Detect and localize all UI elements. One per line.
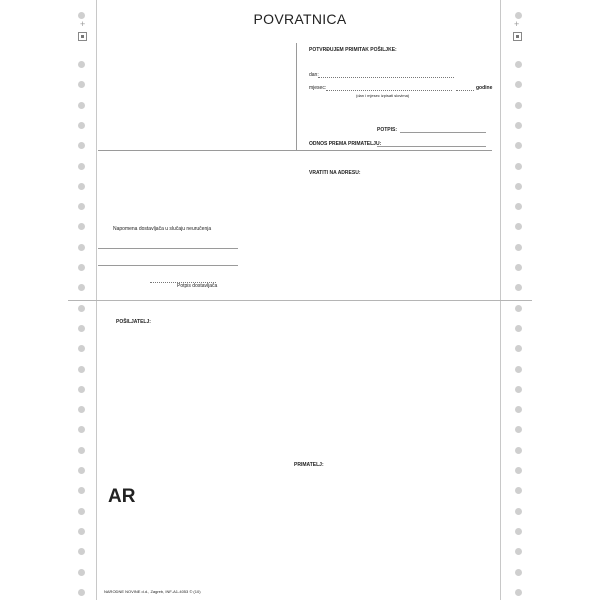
right-perforation-hole <box>515 244 522 251</box>
right-perforation-hole <box>515 264 522 271</box>
left-perforation-hole <box>78 142 85 149</box>
left-perforation-hole <box>78 548 85 555</box>
left-crosshair-icon: + <box>80 19 86 29</box>
note-line-2[interactable] <box>98 265 238 266</box>
right-perforation-hole <box>515 569 522 576</box>
left-perforation-hole <box>78 589 85 596</box>
sender-label: POŠILJATELJ: <box>116 319 151 325</box>
month-field[interactable] <box>326 90 452 91</box>
date-label: dan: <box>309 72 319 78</box>
signature-label: POTPIS: <box>377 127 398 133</box>
printer-footer: NARODNE NOVINE d.d., Zagreb, INF-A1-4053 © (10) <box>104 589 201 594</box>
right-perforation-hole <box>515 102 522 109</box>
left-perforation-hole <box>78 122 85 129</box>
left-registration-mark-icon <box>78 32 87 41</box>
left-perforation-hole <box>78 345 85 352</box>
upper-section-divider <box>98 150 492 151</box>
right-perforation-hole <box>515 528 522 535</box>
left-perforation-hole <box>78 183 85 190</box>
signature-field[interactable] <box>400 132 486 133</box>
left-perforation-hole <box>78 61 85 68</box>
return-to-label: VRATITI NA ADRESU: <box>309 170 361 176</box>
right-perforation-hole <box>515 81 522 88</box>
right-registration-mark-icon <box>513 32 522 41</box>
note-line-1[interactable] <box>98 248 238 249</box>
left-perforation-hole <box>78 508 85 515</box>
right-perforation-hole <box>515 386 522 393</box>
left-perforation-hole <box>78 163 85 170</box>
left-perforation-hole <box>78 467 85 474</box>
year-field[interactable] <box>456 90 474 91</box>
right-perforation-hole <box>515 366 522 373</box>
right-perforation-hole <box>515 447 522 454</box>
relation-field[interactable] <box>377 146 486 147</box>
left-perforation-hole <box>78 487 85 494</box>
left-perforation-hole <box>78 386 85 393</box>
left-perforation-hole <box>78 325 85 332</box>
right-perforation-hole <box>515 183 522 190</box>
left-perforation-hole <box>78 264 85 271</box>
relation-label: ODNOS PREMA PRIMATELJU: <box>309 141 382 147</box>
left-perforation-hole <box>78 366 85 373</box>
ar-mark: AR <box>108 486 136 507</box>
date-field[interactable] <box>318 77 454 78</box>
right-perforation-hole <box>515 284 522 291</box>
fold-line <box>68 300 532 301</box>
right-perforation-hole <box>515 122 522 129</box>
receipt-box-left-border <box>296 43 297 150</box>
right-perforation-hole <box>515 345 522 352</box>
right-perforation-hole <box>515 305 522 312</box>
month-label: mjesec: <box>309 85 327 91</box>
right-perforation-hole <box>515 203 522 210</box>
right-perforation-hole <box>515 163 522 170</box>
right-crosshair-icon: + <box>514 19 520 29</box>
left-perforation-hole <box>78 203 85 210</box>
right-perforation-hole <box>515 142 522 149</box>
left-perforation-hole <box>78 305 85 312</box>
right-perforation-hole <box>515 508 522 515</box>
left-perforation-hole <box>78 102 85 109</box>
left-perforation-hole <box>78 447 85 454</box>
left-perforation-hole <box>78 426 85 433</box>
right-perforation-hole <box>515 426 522 433</box>
left-perforation-hole <box>78 528 85 535</box>
right-perforation-hole <box>515 467 522 474</box>
right-perforation-hole <box>515 589 522 596</box>
left-perforation-hole <box>78 284 85 291</box>
date-hint: (dan i mjesec izpisati slovima) <box>356 93 410 98</box>
left-perforation-hole <box>78 569 85 576</box>
left-perforation-hole <box>78 406 85 413</box>
right-perforation-hole <box>515 61 522 68</box>
right-perforation-hole <box>515 325 522 332</box>
left-perforation-hole <box>78 244 85 251</box>
note-label: Napomena dostavljača u slučaju neuručenja <box>113 226 212 232</box>
courier-signature-caption: Potpis dostavljača <box>177 283 218 289</box>
right-perforation-hole <box>515 223 522 230</box>
year-suffix: godine <box>476 85 493 91</box>
form-title: POVRATNICA <box>253 11 347 27</box>
recipient-label: PRIMATELJ: <box>294 462 324 468</box>
left-perforation-hole <box>78 223 85 230</box>
right-perforation-hole <box>515 548 522 555</box>
receipt-heading: POTVRĐUJEM PRIMITAK POŠILJKE: <box>309 47 397 53</box>
left-perforation-hole <box>78 81 85 88</box>
right-perforation-hole <box>515 406 522 413</box>
right-perforation-hole <box>515 487 522 494</box>
